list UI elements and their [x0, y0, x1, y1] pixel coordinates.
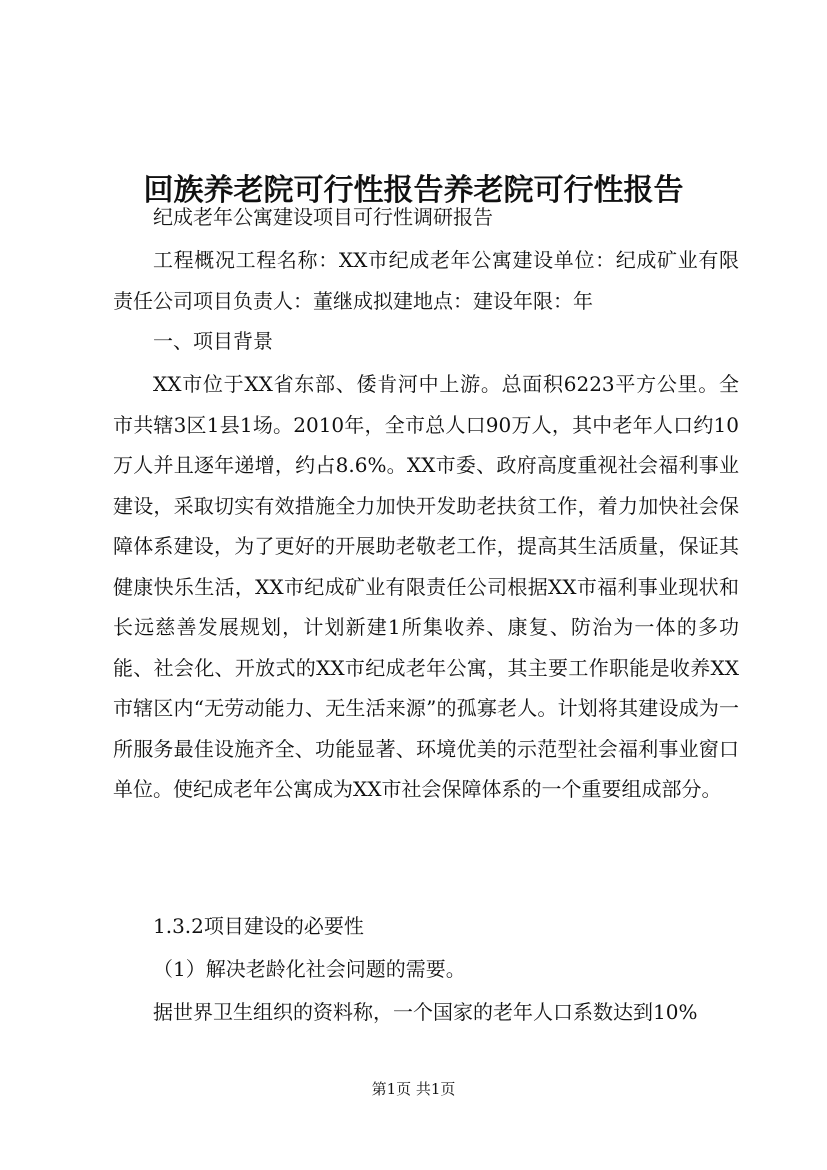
project-overview-paragraph: 工程概况工程名称：XX市纪成老年公寓建设单位：纪成矿业有限责任公司项目负责人：董继成拟建地点：建设年限：年 [113, 248, 739, 313]
background-body-paragraph: XX市位于XX省东部、倭肯河中上游。总面积6223平方公里。全市共辖3区1县1场。2010年，全市总人口90万人，其中老年人口约10万人并且逐年递增，约占8.6%。XX市委、政府高度重视社会福利事业建设，采取切实有效措施全力加快开发助老扶贫工作，着力加快社会保障体系建设，为了更好的开展助老敬老工作，提高其生活质量，保证其健康快乐生活，XX市纪成矿业有限责任公司根据XX市福利事业现状和长远慈善发展规划，计划新建1所集收养、康复、防治为一体的多功能、社会化、开放式的XX市纪成老年公寓，其主要工作职能是收养XX市辖区内“无劳动能力、无生活来源”的孤寡老人。计划将其建设成为一所服务最佳设施齐全、功能显著、环境优美的示范型社会福利事业窗口单位。使纪成老年公寓成为XX市社会保障体系的一个重要组成部分。 [113, 372, 739, 801]
subsection-heading-aging: （1）解决老龄化社会问题的需要。 [153, 957, 466, 981]
subtitle-paragraph: 纪成老年公寓建设项目可行性调研报告 [153, 205, 493, 229]
section-heading-background: 一、项目背景 [153, 329, 273, 353]
page-footer: 第1页 共1页 [371, 1080, 456, 1098]
aging-body-paragraph: 据世界卫生组织的资料称，一个国家的老年人口系数达到10% [153, 1000, 698, 1024]
document-title: 回族养老院可行性报告养老院可行性报告 [143, 173, 684, 209]
section-heading-necessity: 1.3.2项目建设的必要性 [153, 914, 364, 938]
